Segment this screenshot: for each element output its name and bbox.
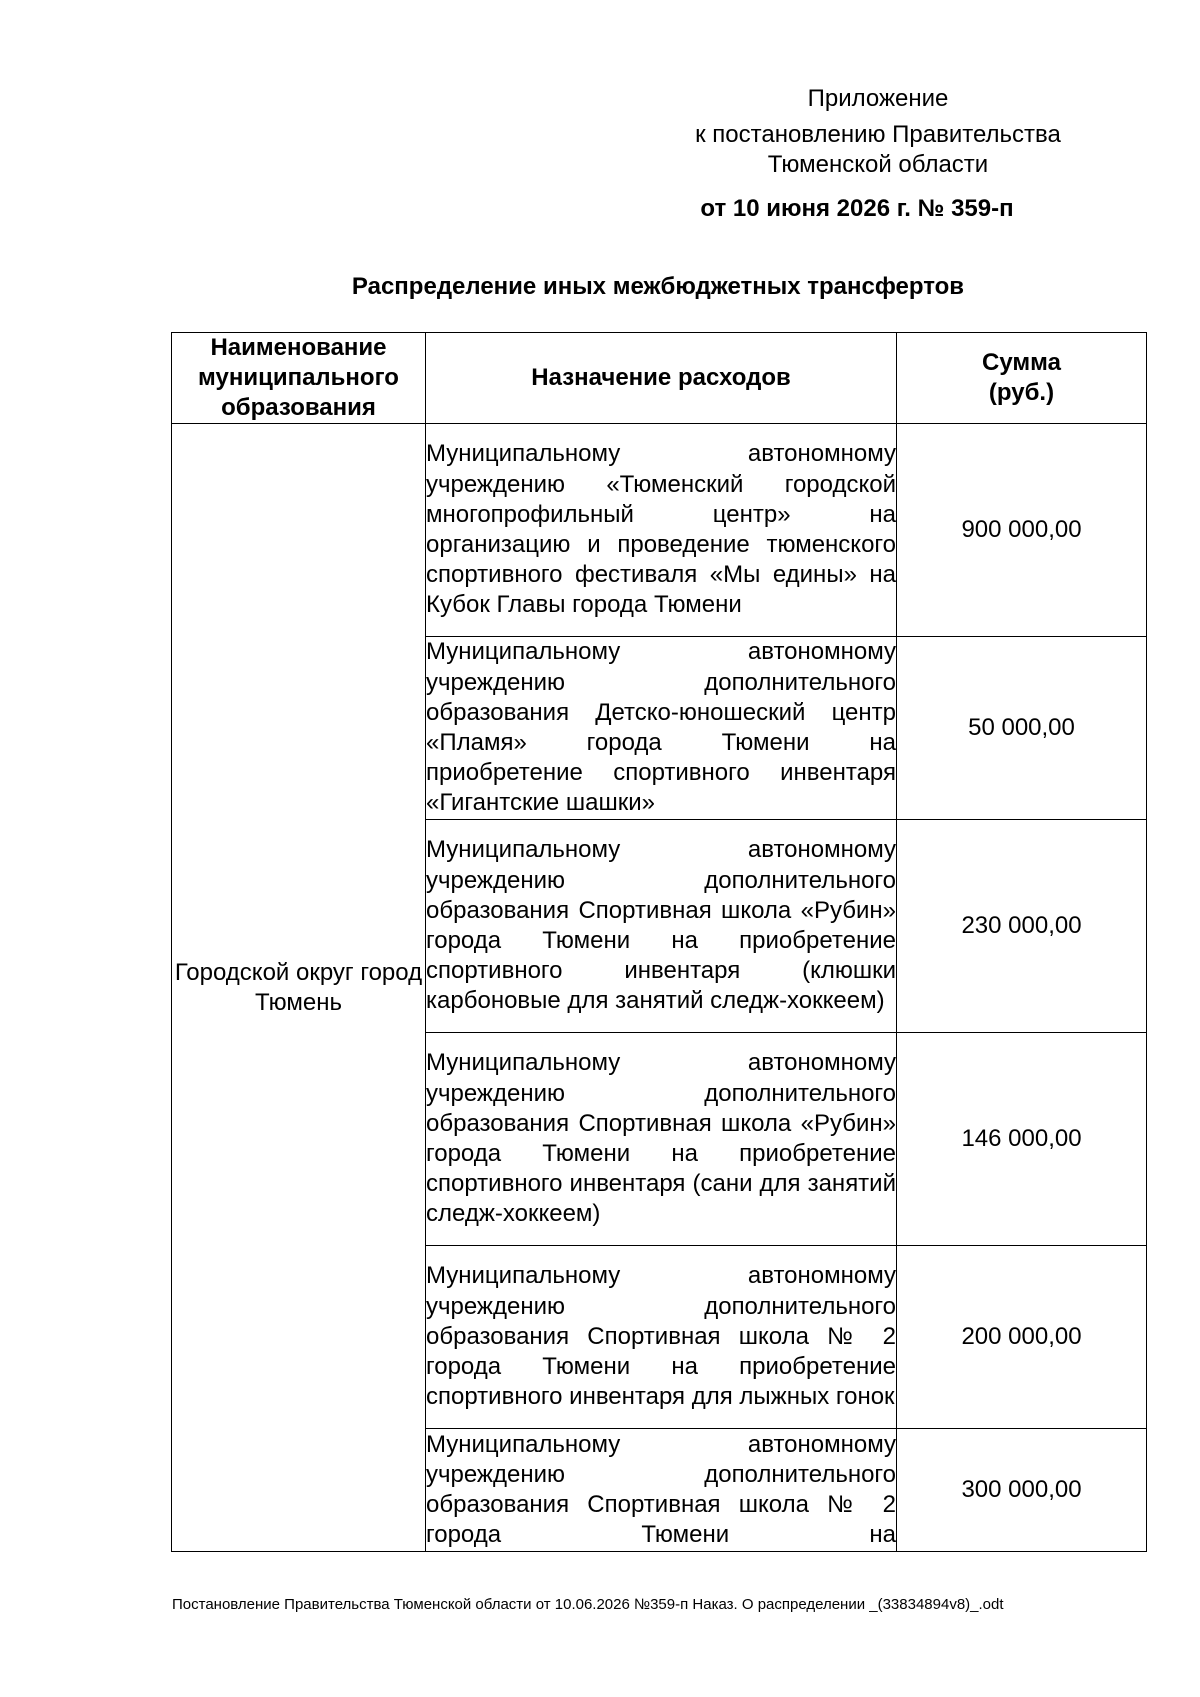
resolution-ref-line1: к постановлению Правительства bbox=[695, 121, 1061, 148]
purpose-cell: Муниципальному автономному учреждению дополнительного образования Спортивная школа № 2 города Тюмени на приобретение спортивного инвентаря для лыжных гонок bbox=[426, 1246, 897, 1429]
table-row bbox=[172, 424, 1147, 637]
page-footer: Постановление Правительства Тюменской области от 10.06.2026 №359-п Наказ. О распределении _(33834894v8)_.odt bbox=[172, 1596, 1004, 1613]
purpose-cell: Муниципальному автономному учреждению «Тюменский городской многопрофильный центр» на организацию и проведение тюменского спортивного фестиваля «Мы едины» на Кубок Главы города Тюмени bbox=[426, 424, 897, 637]
amount-cell: 50 000,00 bbox=[897, 637, 1147, 820]
amount-cell: 900 000,00 bbox=[897, 424, 1147, 637]
header-amount-text: Сумма (руб.) bbox=[982, 349, 1061, 406]
municipality-cell: Городской округ город Тюмень bbox=[172, 424, 426, 1552]
amount-cell: 300 000,00 bbox=[897, 1429, 1147, 1552]
resolution-date-number: от 10 июня 2026 г. № 359-п bbox=[700, 195, 1014, 222]
header-amount bbox=[897, 333, 1147, 424]
resolution-ref-line2: Тюменской области bbox=[767, 151, 989, 178]
purpose-cell: Муниципальному автономному учреждению дополнительного образования Спортивная школа «Рубин» города Тюмени на приобретение спортивного инвентаря (сани для занятий следж-хоккеем) bbox=[426, 1033, 897, 1246]
document-heading bbox=[650, 84, 1120, 224]
amount-cell: 230 000,00 bbox=[897, 820, 1147, 1033]
purpose-cell: Муниципальному автономному учреждению дополнительного образования Спортивная школа № 2 города Тюмени на bbox=[426, 1429, 897, 1552]
header-purpose: Назначение расходов bbox=[426, 333, 897, 424]
document-title bbox=[0, 272, 1200, 302]
header-municipality: Наименование муниципального образования bbox=[172, 333, 426, 424]
table-header-row bbox=[172, 333, 1147, 424]
appendix-label: Приложение bbox=[807, 85, 949, 112]
purpose-cell: Муниципальному автономному учреждению дополнительного образования Детско-юношеский центр «Пламя» города Тюмени на приобретение спортивного инвентаря «Гигантские шашки» bbox=[426, 637, 897, 820]
purpose-cell: Муниципальному автономному учреждению дополнительного образования Спортивная школа «Рубин» города Тюмени на приобретение спортивного инвентаря (клюшки карбоновые для занятий следж-хоккеем) bbox=[426, 820, 897, 1033]
amount-cell: 146 000,00 bbox=[897, 1033, 1147, 1246]
transfers-table bbox=[171, 332, 1147, 1552]
amount-cell: 200 000,00 bbox=[897, 1246, 1147, 1429]
document-title-text: Распределение иных межбюджетных трансфертов bbox=[351, 273, 965, 300]
